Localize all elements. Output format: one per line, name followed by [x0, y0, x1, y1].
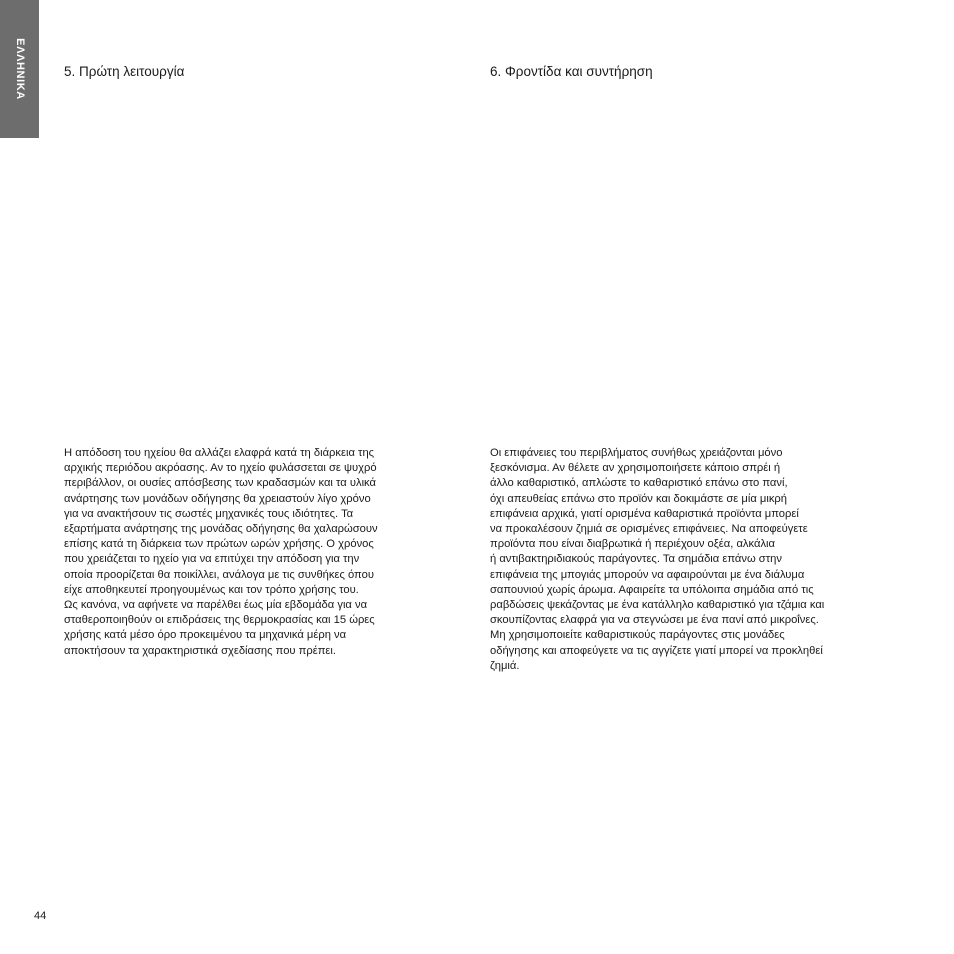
- text-line: Η απόδοση του ηχείου θα αλλάζει ελαφρά κατά τη διάρκεια της: [64, 447, 375, 459]
- language-tab-label: ΕΛΛΗΝΙΚΑ: [13, 38, 26, 100]
- text-line: χρήσης κατά μέσο όρο προκειμένου τα μηχανικά μέρη να: [64, 629, 347, 642]
- text-line: προϊόντα που είναι διαβρωτικά ή περιέχουν οξέα, αλκάλια: [490, 538, 775, 551]
- text-line: επιφάνεια αρχικά, γιατί ορισμένα καθαριστικά προϊόντα μπορεί: [490, 507, 799, 520]
- text-line: Ως κανόνα, να αφήνετε να παρέλθει έως μία εβδομάδα για να: [64, 599, 368, 612]
- body-care-maintenance: [490, 446, 900, 674]
- text-line: άλλο καθαριστικό, απλώστε το καθαριστικό επάνω στο πανί,: [490, 477, 788, 490]
- text-line: περιβάλλον, οι ουσίες απόσβεσης των κραδασμών και τα υλικά: [64, 477, 376, 490]
- text-line: ραβδώσεις ψεκάζοντας με ένα κατάλληλο καθαριστικό για τζάμια και: [490, 599, 825, 612]
- text-line: όχι απευθείας επάνω στο προϊόν και δοκιμάστε σε μία μικρή: [490, 492, 788, 505]
- text-line: ξεσκόνισμα. Αν θέλετε αν χρησιμοποιήσετε κάποιο σπρέι ή: [490, 462, 781, 475]
- text-line: Οι επιφάνειες του περιβλήματος συνήθως χρειάζονται μόνο: [490, 447, 783, 459]
- text-line: επιφάνεια της μπογιάς μπορούν να αφαιρούνται με ένα διάλυμα: [490, 568, 805, 581]
- text-line: Μη χρησιμοποιείτε καθαριστικούς παράγοντες στις μονάδες: [490, 629, 785, 642]
- text-line: σαπουνιού χωρίς άρωμα. Αφαιρείτε τα υπόλοιπα σημάδια από τις: [490, 583, 814, 596]
- text-line: αρχικής περιόδου ακρόασης. Αν το ηχείο φυλάσσεται σε ψυχρό: [64, 462, 377, 475]
- text-line: επίσης κατά τη διάρκεια των πρώτων ωρών χρήσης. Ο χρόνος: [64, 538, 374, 551]
- language-tab: [0, 0, 39, 138]
- text-line: που χρειάζεται το ηχείο για να επιτύχει την απόδοση για την: [64, 553, 360, 566]
- text-line: σταθεροποιηθούν οι επιδράσεις της θερμοκρασίας και 15 ώρες: [64, 614, 375, 627]
- text-line: για να ανακτήσουν τις σωστές μηχανικές τους ιδιότητες. Τα: [64, 507, 354, 520]
- text-line: ή αντιβακτηριδιακούς παράγοντες. Τα σημάδια επάνω στην: [490, 553, 782, 566]
- section-title-first-operation: 5. Πρώτη λειτουργία: [64, 64, 185, 79]
- text-line: είχε αποθηκευτεί προηγουμένως και τον τρόπο χρήσης του.: [64, 583, 359, 596]
- text-line: σκουπίζοντας ελαφρά για να στεγνώσει με ένα πανί από μικροΐνες.: [490, 614, 819, 627]
- body-first-operation: [64, 446, 454, 659]
- text-line: ζημιά.: [490, 659, 520, 672]
- text-line: εξαρτήματα ανάρτησης της μονάδας οδήγησης θα χαλαρώσουν: [64, 523, 378, 536]
- section-title-care-maintenance: 6. Φροντίδα και συντήρηση: [490, 64, 653, 79]
- text-line: οδήγησης και αποφεύγετε να τις αγγίζετε γιατί μπορεί να προκληθεί: [490, 644, 823, 657]
- page-number: 44: [34, 910, 47, 922]
- text-line: να προκαλέσουν ζημιά σε ορισμένες επιφάνειες. Να αποφεύγετε: [490, 523, 808, 536]
- text-line: αποκτήσουν τα χαρακτηριστικά σχεδίασης που πρέπει.: [64, 644, 337, 657]
- text-line: ανάρτησης των μονάδων οδήγησης θα χρειαστούν λίγο χρόνο: [64, 492, 371, 505]
- text-line: οποία προορίζεται θα ποικίλλει, ανάλογα με τις συνθήκες όπου: [64, 568, 374, 581]
